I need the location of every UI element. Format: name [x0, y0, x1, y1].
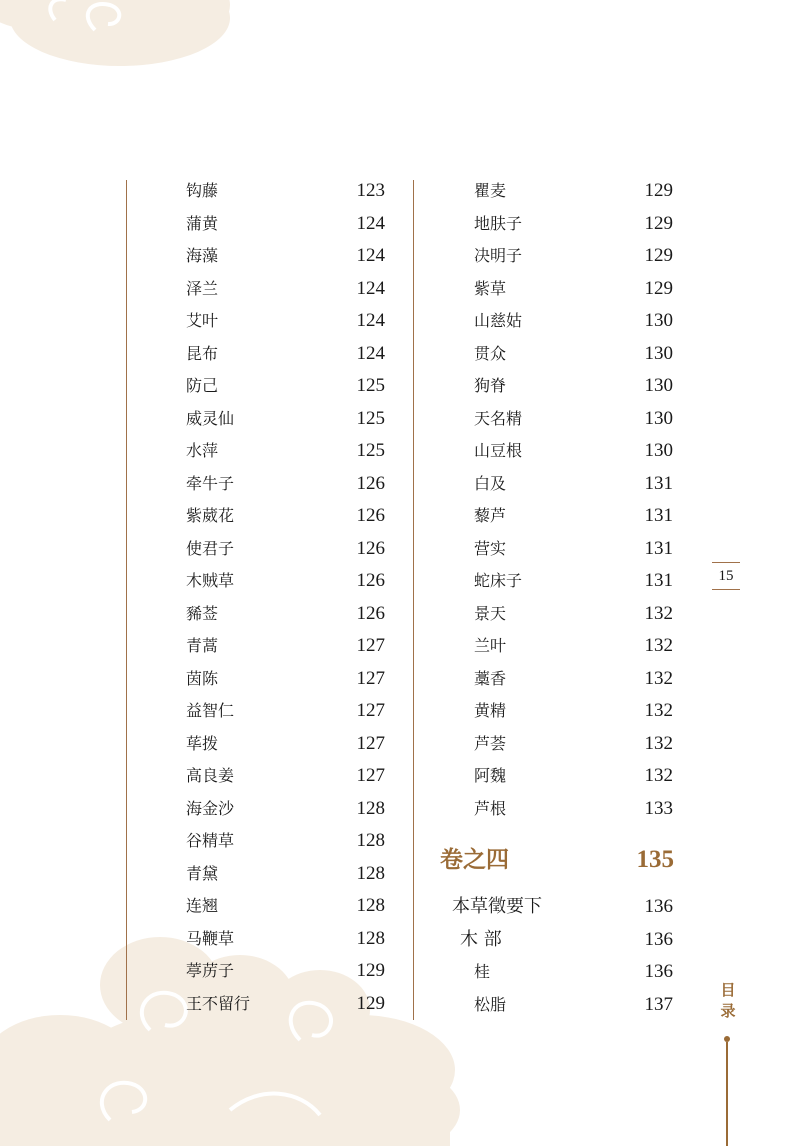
toc-entry-name: 海藻	[186, 246, 219, 265]
toc-entry-name: 本草徵要下	[452, 896, 542, 917]
section-title: 卷之四	[440, 846, 509, 873]
toc-entry-name: 昆布	[186, 343, 219, 363]
toc-entry-name: 茵陈	[186, 668, 219, 688]
toc-entry-page: 128	[356, 895, 385, 916]
toc-entry-page: 129	[356, 960, 385, 981]
toc-entry-name: 藜芦	[474, 506, 507, 525]
toc-entry-name: 连翘	[186, 896, 219, 915]
toc-entry-name: 青蒿	[186, 636, 219, 655]
toc-entry-page: 130	[644, 310, 673, 331]
toc-entry-name: 水萍	[186, 441, 219, 460]
toc-entry-name: 贯众	[474, 343, 507, 363]
side-line	[726, 1042, 728, 1146]
toc-entry-page: 132	[644, 667, 673, 689]
toc-entry-name: 营实	[474, 538, 507, 558]
toc-entry-name: 马鞭草	[186, 928, 235, 948]
toc-entry-name: 山豆根	[474, 441, 523, 460]
toc-entry-page: 130	[644, 375, 673, 396]
toc-entry-page: 126	[356, 602, 385, 624]
toc-entry-page: 124	[356, 212, 385, 234]
toc-entry-page: 125	[356, 440, 385, 461]
toc-entry-name: 决明子	[474, 246, 523, 265]
toc-entry-page: 126	[356, 570, 385, 591]
toc-entry-page: 124	[356, 277, 385, 299]
side-label-text	[718, 980, 738, 1022]
toc-entry-name: 荜拨	[186, 733, 219, 753]
toc-entry-name: 白及	[474, 473, 507, 493]
toc-entry-page: 129	[644, 277, 673, 299]
toc-entry-name: 高良姜	[186, 766, 235, 785]
toc-entry-name: 海金沙	[186, 798, 235, 818]
toc-entry-page: 136	[644, 928, 673, 950]
toc-entry-page: 132	[644, 732, 673, 754]
side-label-char: 录	[720, 1002, 736, 1020]
toc-entry-page: 125	[356, 407, 385, 429]
toc-entry-name: 紫草	[474, 278, 507, 298]
toc-entry-name: 山慈姑	[474, 311, 523, 330]
toc-entry-name: 芦根	[474, 798, 507, 818]
toc-entry-name: 桂	[474, 962, 491, 981]
toc-entry-name: 泽兰	[186, 278, 219, 298]
side-label-contents	[718, 980, 738, 1022]
toc-entry-name: 王不留行	[186, 993, 251, 1013]
toc-entry-page: 124	[356, 310, 385, 331]
toc-entry-page: 131	[644, 537, 673, 559]
toc-entry-name: 紫葳花	[186, 506, 235, 525]
toc-entry-page: 125	[356, 375, 385, 396]
toc-entry-name: 狗脊	[474, 376, 507, 395]
toc-entry-page: 127	[356, 732, 385, 754]
toc-entry-page: 127	[356, 635, 385, 656]
side-label-char: 目	[720, 981, 736, 999]
toc-entry-name: 瞿麦	[474, 181, 507, 200]
toc-entry-name: 豨莶	[186, 603, 219, 623]
toc-entry-page: 127	[356, 765, 385, 786]
toc-entry-page: 129	[644, 245, 673, 266]
toc-entry-name: 葶苈子	[186, 961, 235, 980]
toc-entry-page: 131	[644, 505, 673, 526]
toc-entry-name: 天名精	[474, 408, 523, 428]
toc-entry-page: 136	[644, 961, 673, 982]
toc-entry-page: 132	[644, 602, 673, 624]
toc-entry-page: 129	[644, 180, 673, 201]
toc-entry-page: 127	[356, 700, 385, 721]
toc-entry-page: 126	[356, 472, 385, 494]
toc-entry-page: 131	[644, 472, 673, 494]
toc-entry-page: 127	[356, 667, 385, 689]
toc-entry-name: 松脂	[474, 994, 507, 1014]
toc-entry-name: 蛇床子	[474, 571, 523, 590]
toc-entry-page: 128	[356, 862, 385, 884]
toc-entry-name: 青黛	[186, 863, 219, 883]
page-number: 15	[712, 562, 740, 590]
toc-entry-page: 124	[356, 342, 385, 364]
toc-entry-page: 137	[644, 993, 673, 1015]
toc-entry-name: 钩藤	[186, 181, 219, 200]
toc-entry-name: 威灵仙	[186, 408, 235, 428]
toc-entry-page: 128	[356, 797, 385, 819]
toc-entry-page: 128	[356, 927, 385, 949]
toc-entry-name: 芦荟	[474, 733, 507, 753]
toc-entry-name: 兰叶	[474, 636, 507, 655]
section-page: 135	[636, 846, 674, 873]
toc-entry-page: 130	[644, 342, 673, 364]
toc-entry-name: 牵牛子	[186, 473, 235, 493]
toc-entry-name: 艾叶	[186, 311, 219, 330]
toc-entry-page: 126	[356, 505, 385, 526]
toc-entry-page: 128	[356, 830, 385, 851]
toc-entry-page: 124	[356, 245, 385, 266]
toc-entry-page: 129	[644, 212, 673, 234]
toc-entry-name: 谷精草	[186, 831, 235, 850]
toc-entry-page: 131	[644, 570, 673, 591]
toc-entry-name: 木贼草	[186, 571, 235, 590]
toc-entry-page: 132	[644, 700, 673, 721]
toc-entry-page: 130	[644, 407, 673, 429]
left-rule	[126, 180, 127, 1020]
middle-rule	[413, 180, 414, 1020]
toc-entry-name: 益智仁	[186, 701, 235, 720]
toc-entry-name: 地肤子	[474, 213, 523, 233]
toc-entry-name: 蒲黄	[186, 213, 219, 233]
toc-entry-name: 阿魏	[474, 766, 507, 785]
toc-entry-name: 木 部	[460, 928, 502, 950]
toc-entry-page: 130	[644, 440, 673, 461]
toc-entry-name: 黄精	[474, 701, 507, 720]
toc-entry-page: 129	[356, 992, 385, 1014]
toc-entry-page: 133	[644, 797, 673, 819]
toc-entry-name: 景天	[474, 603, 507, 623]
toc-entry-page: 123	[356, 180, 385, 201]
toc-entry-page: 132	[644, 635, 673, 656]
toc-entry-name: 使君子	[186, 538, 235, 558]
toc-entry-name: 防己	[186, 376, 219, 395]
toc-entry-page: 126	[356, 537, 385, 559]
toc-entry-name: 藁香	[474, 668, 507, 688]
toc-entry-page: 136	[644, 896, 673, 917]
toc-entry-page: 132	[644, 765, 673, 786]
